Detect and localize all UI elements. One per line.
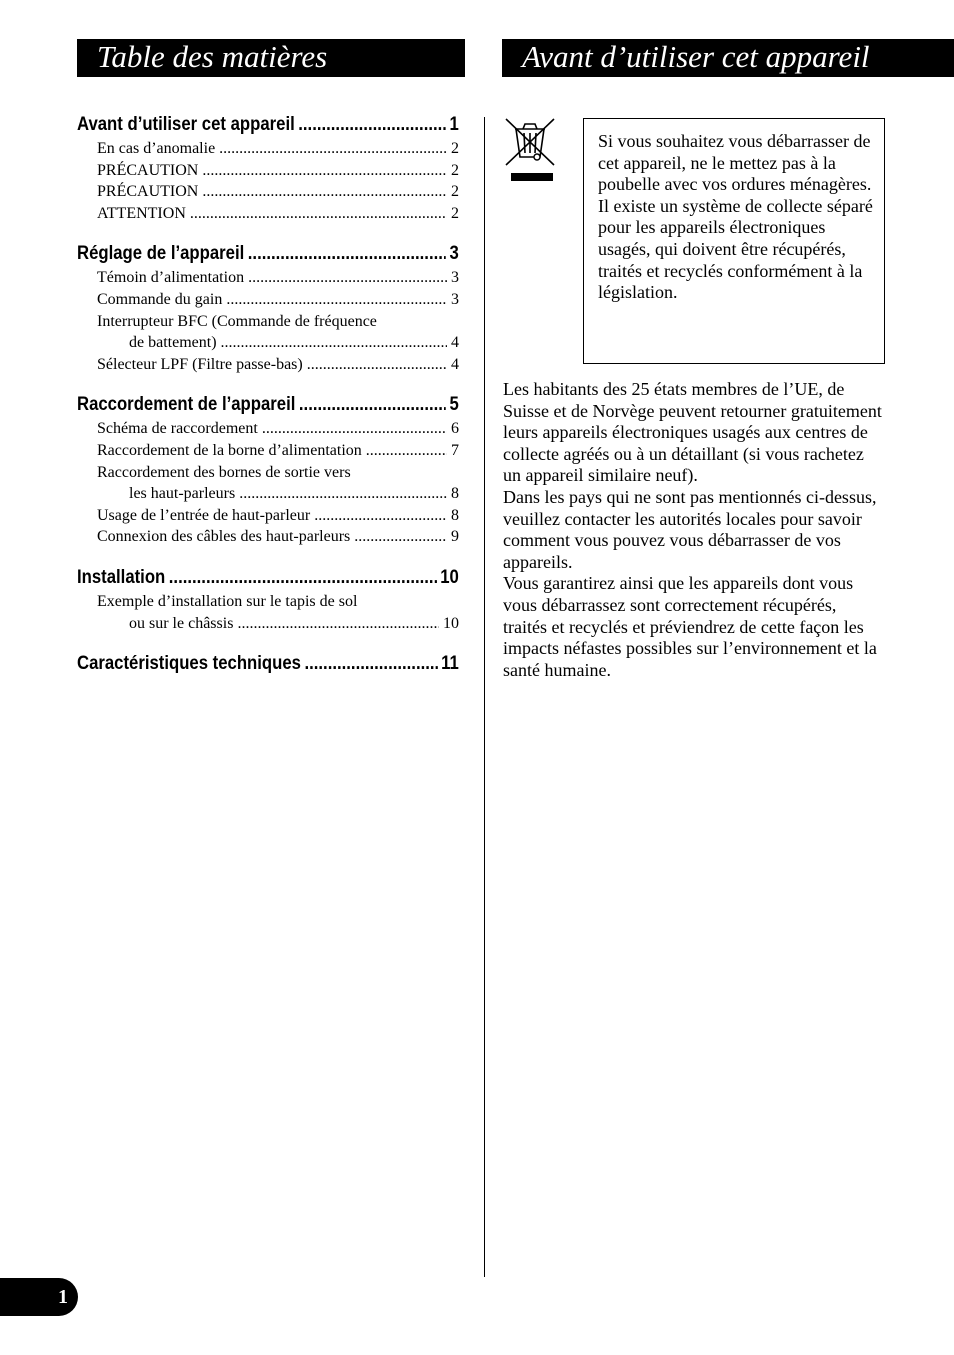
toc-heading-title: Avant d’utiliser cet appareil: [77, 114, 295, 135]
toc-entry[interactable]: [77, 418, 459, 440]
toc-entry-title: Exemple d’installation sur le tapis de sol: [97, 592, 358, 610]
toc-heading-title: Installation: [77, 566, 166, 588]
dot-leader: [298, 112, 446, 138]
toc-heading[interactable]: [77, 112, 459, 138]
toc-entry[interactable]: [77, 505, 459, 527]
dot-leader: [262, 418, 447, 440]
toc-entry-title: les haut-parleurs: [129, 485, 236, 503]
toc-heading-title: Réglage de l’appareil: [77, 243, 245, 265]
dot-leader: [248, 241, 446, 267]
dot-leader: [221, 332, 447, 354]
toc-entry[interactable]: [77, 354, 459, 376]
toc-header: Table des matières: [77, 39, 465, 77]
toc-entry-title: Témoin d’alimentation: [97, 269, 245, 287]
dot-leader: [226, 289, 447, 311]
toc-entry-page: 3: [451, 290, 459, 308]
toc-section: [77, 392, 459, 548]
dot-leader: [219, 138, 447, 160]
toc-heading[interactable]: [77, 392, 459, 418]
dot-leader: [304, 651, 437, 677]
toc-entry-page: 4: [451, 355, 459, 373]
table-of-contents: [77, 112, 459, 694]
toc-entry-title: ou sur le châssis: [129, 614, 234, 632]
toc-entry-title: PRÉCAUTION: [97, 161, 199, 179]
toc-entry[interactable]: [77, 483, 459, 505]
toc-entry-title: En cas d’anomalie: [97, 140, 216, 157]
toc-entry[interactable]: [77, 138, 459, 160]
toc-entry-page: 2: [451, 140, 459, 157]
toc-section: [77, 565, 459, 634]
toc-heading[interactable]: [77, 241, 459, 267]
toc-entry: [77, 591, 459, 613]
toc-entry[interactable]: [77, 526, 459, 548]
toc-entry-page: 4: [451, 334, 459, 352]
toc-entry-page: 2: [451, 204, 459, 222]
toc-entry[interactable]: [77, 267, 459, 289]
column-divider: [484, 117, 485, 1277]
toc-heading-title: Raccordement de l’appareil: [77, 394, 296, 416]
toc-entry-title: ATTENTION: [97, 204, 186, 222]
toc-entry[interactable]: [77, 613, 459, 635]
toc-entry-page: 2: [451, 183, 459, 201]
toc-heading-title: Caractéristiques techniques: [77, 653, 301, 675]
toc-entry-page: 7: [451, 441, 459, 459]
toc-entry-page: 8: [451, 485, 459, 503]
toc-heading-page: 3: [449, 243, 459, 265]
section-header: Avant d’utiliser cet appareil: [502, 39, 954, 77]
toc-heading[interactable]: [77, 651, 459, 677]
toc-entry[interactable]: [77, 440, 459, 462]
paragraph: Les habitants des 25 états membres de l’UE, de Suisse et de Norvège peuvent retourner gratuitement leurs appareils électroniques usagés aux centres de collecte agréés ou à un détaillant (si vous rachetez un appareil similaire neuf).: [503, 379, 882, 486]
dot-leader: [202, 160, 447, 182]
dot-leader: [366, 440, 447, 462]
toc-heading-page: 5: [449, 394, 459, 416]
dot-leader: [307, 354, 447, 376]
toc-entry-title: Schéma de raccordement: [97, 420, 258, 438]
paragraph: Dans les pays qui ne sont pas mentionnés ci-dessus, veuillez contacter les autorités locales pour savoir comment vous pouvez vous débarrasser de vos appareils.: [503, 486, 877, 572]
toc-entry-title: PRÉCAUTION: [97, 183, 199, 201]
dot-leader: [299, 392, 446, 418]
dot-leader: [190, 203, 447, 225]
toc-entry-page: 6: [451, 420, 459, 438]
toc-entry-title: de battement): [129, 334, 217, 352]
disposal-information: [503, 379, 883, 681]
toc-entry[interactable]: [77, 332, 459, 354]
disposal-notice-box: Si vous souhaitez vous débarrasser de cet appareil, ne le mettez pas à la poubelle avec vos ordures ménagères. Il existe un système de collecte séparé pour les appareils électroniques usagés, qui doivent être récupérés, traités et recyclés conformément à la législation.: [583, 118, 885, 364]
page-number: 1: [0, 1278, 78, 1316]
toc-entry-title: Interrupteur BFC (Commande de fréquence: [97, 312, 377, 330]
dot-leader: [237, 613, 439, 635]
dot-leader: [354, 526, 447, 548]
toc-entry[interactable]: [77, 289, 459, 311]
toc-entry-title: Commande du gain: [97, 290, 223, 308]
toc-section: [77, 241, 459, 375]
toc-heading-page: 1: [449, 114, 459, 135]
toc-heading-page: 11: [441, 653, 459, 675]
toc-heading-page: 10: [440, 566, 459, 588]
crossed-out-wheelie-bin-icon: [503, 117, 557, 185]
toc-entry-title: Usage de l’entrée de haut-parleur: [97, 506, 311, 524]
toc-entry: [77, 311, 459, 333]
toc-section: [77, 651, 459, 677]
dot-leader: [314, 505, 447, 527]
dot-leader: [239, 483, 447, 505]
dot-leader: [248, 267, 447, 289]
toc-entry-title: Connexion des câbles des haut-parleurs: [97, 528, 351, 546]
toc-entry[interactable]: [77, 181, 459, 203]
toc-section: [77, 112, 459, 224]
toc-entry-title: Raccordement de la borne d’alimentation: [97, 441, 362, 459]
toc-entry-page: 2: [451, 161, 459, 179]
paragraph: Vous garantirez ainsi que les appareils dont vous vous débarrassez sont correctement récupérés, traités et recyclés et préviendrez de cette façon les impacts néfastes possibles sur l’environnement et la santé humaine.: [503, 573, 877, 680]
toc-entry-title: Raccordement des bornes de sortie vers: [97, 463, 351, 481]
toc-entry: [77, 462, 459, 484]
toc-entry-title: Sélecteur LPF (Filtre passe-bas): [97, 355, 303, 373]
toc-heading[interactable]: [77, 565, 459, 591]
toc-entry-page: 9: [451, 528, 459, 546]
dot-leader: [169, 565, 437, 591]
dot-leader: [202, 181, 447, 203]
toc-entry-page: 3: [451, 269, 459, 287]
toc-entry[interactable]: [77, 160, 459, 182]
toc-entry[interactable]: [77, 203, 459, 225]
toc-entry-page: 8: [451, 506, 459, 524]
toc-entry-page: 10: [443, 614, 459, 632]
